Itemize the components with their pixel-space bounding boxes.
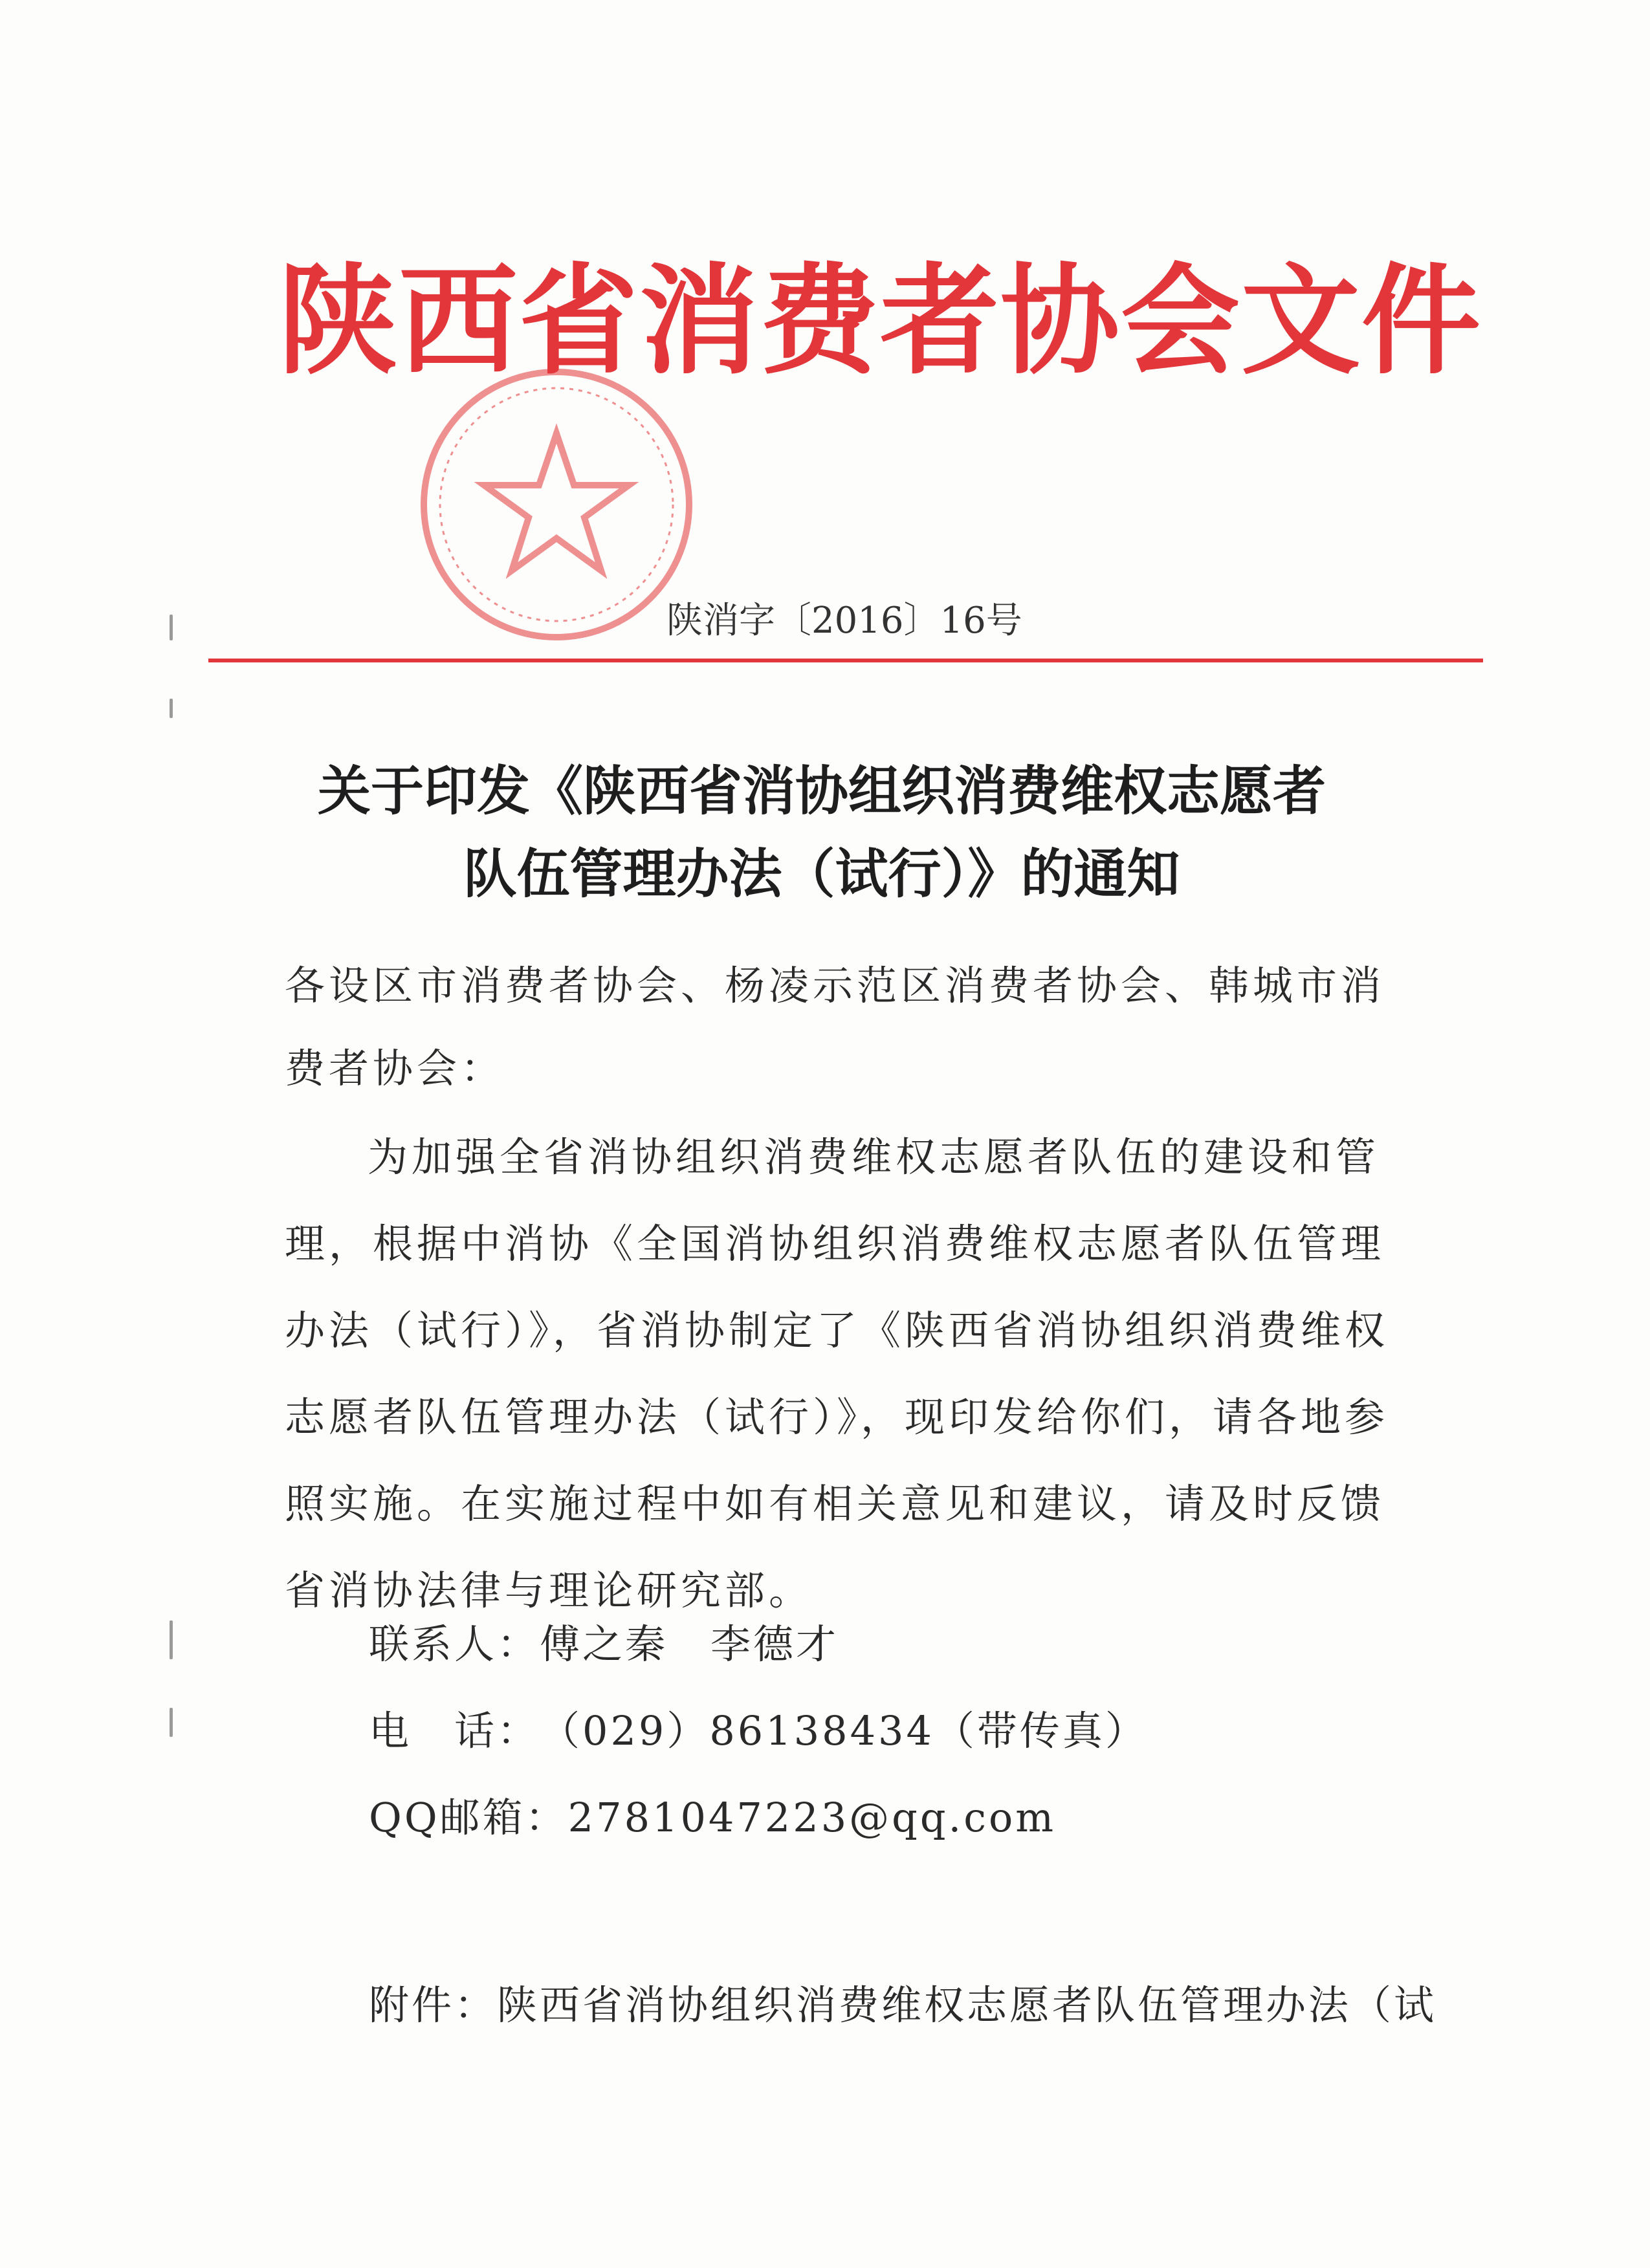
contact-person-label: 联系人： — [369, 1620, 540, 1668]
contact-email-label: QQ邮箱： — [369, 1794, 568, 1841]
contact-phone — [369, 1699, 1148, 1756]
notice-title-line-2: 队伍管理办法（试行）》的通知 — [463, 844, 1180, 905]
addressee: 各设区市消费者协会、杨凌示范区消费者协会、韩城市消费者协会： — [285, 962, 1385, 1092]
attachment-value: 陕西省消协组织消费维权志愿者队伍管理办法（试 — [497, 1981, 1437, 2029]
contact-phone-label: 电 话： — [369, 1707, 540, 1754]
contact-person-value: 傅之秦 李德才 — [540, 1620, 839, 1668]
notice-title-line-1: 关于印发《陕西省消协组织消费维权志愿者 — [317, 761, 1326, 822]
attachment-label: 附件： — [369, 1981, 498, 2029]
document-header-title: 陕西省消费者协会文件 — [278, 252, 1482, 391]
notice-title — [214, 750, 1430, 916]
contact-person — [369, 1612, 839, 1670]
binding-mark — [170, 699, 173, 718]
header-divider — [208, 659, 1483, 662]
binding-mark — [170, 1620, 173, 1659]
contact-email-value: 2781047223@qq.com — [567, 1794, 1057, 1841]
contact-phone-value: （029）86138434（带传真） — [540, 1707, 1148, 1754]
attachment-line — [369, 1973, 1443, 2031]
binding-mark — [170, 615, 173, 640]
contact-email — [369, 1785, 1056, 1843]
binding-mark — [170, 1708, 173, 1737]
body-paragraph: 为加强全省消协组织消费维权志愿者队伍的建设和管理，根据中消协《全国消协组织消费维权志愿者队伍管理办法（试行）》，省消协制定了《陕西省消协组织消费维权志愿者队伍管理办法（试行）》，现印发给你们，请各地参照实施。在实施过程中如有相关意见和建议，请及时反馈省消协法律与理论研究部。 — [285, 1133, 1389, 1614]
document-number: 陕消字〔2016〕16号 — [666, 600, 1022, 642]
